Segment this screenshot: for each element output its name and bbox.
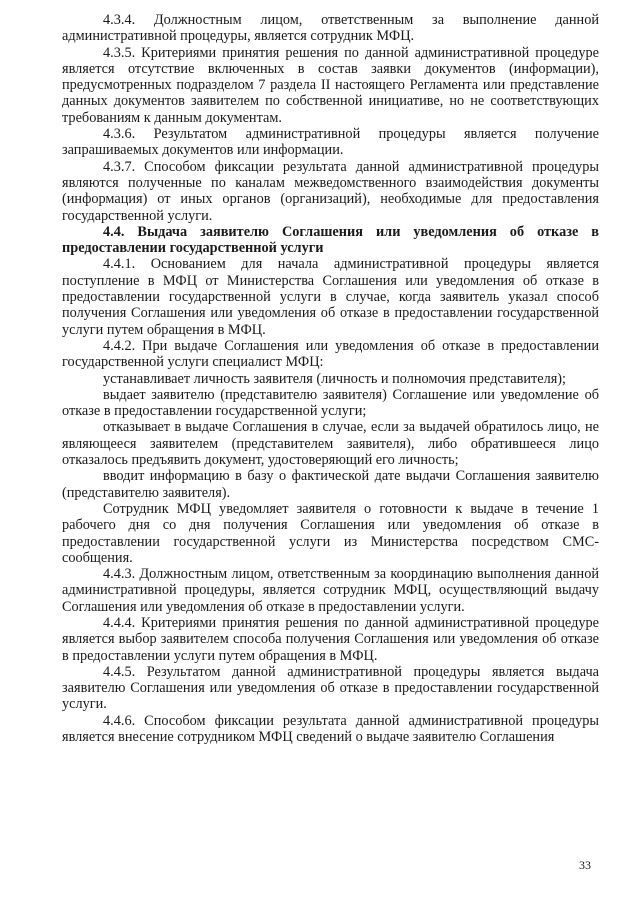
section-heading-4-4: 4.4. Выдача заявителю Соглашения или уведомления об отказе в предоставлении государственной услуги	[62, 223, 599, 257]
paragraph-4-3-5: 4.3.5. Критериями принятия решения по данной административной процедуре является отсутствие включенных в состав заявки документов (информации), предусмотренных подразделом 7 раздела II настоящего Регламента или представление данных документов заявителем по собственной инициативе, но не соответствующих требованиям к данным документам.	[62, 44, 599, 126]
paragraph-4-4-2: 4.4.2. При выдаче Соглашения или уведомления об отказе в предоставлении государственной услуги специалист МФЦ:	[62, 337, 599, 371]
paragraph-4-3-7: 4.3.7. Способом фиксации результата данной административной процедуры являются полученные по каналам межведомственного взаимодействия документы (информация) от иных органов (организаций), необходимые для предоставления государственной услуги.	[62, 158, 599, 224]
document-page	[62, 12, 599, 745]
paragraph-4-4-1: 4.4.1. Основанием для начала административной процедуры является поступление в МФЦ от Министерства Соглашения или уведомления об отказе в предоставлении государственной услуги в случае, когда заявитель указал способ получения Соглашения или уведомления об отказе в предоставлении государственной услуги путем обращения в МФЦ.	[62, 256, 599, 338]
paragraph-4-4-5: 4.4.5. Результатом данной административной процедуры является выдача заявителю Соглашения или уведомления об отказе в предоставлении государственной услуги.	[62, 663, 599, 713]
list-item-identify: устанавливает личность заявителя (личность и полномочия представителя);	[103, 370, 567, 387]
list-item-refuse: отказывает в выдаче Соглашения в случае, если за выдачей обратилось лицо, не являющееся заявителем (представителем заявителя), либо обратившееся лицо отказалось предъявить документ, удостоверяющий его личность;	[62, 419, 599, 469]
list-item-enter-info: вводит информацию в базу о фактической дате выдачи Соглашения заявителю (представителю заявителя).	[62, 468, 599, 501]
paragraph-4-4-3: 4.4.3. Должностным лицом, ответственным за координацию выполнения данной административной процедуры, является сотрудник МФЦ, осуществляющий выдачу Соглашения или уведомления об отказе в предоставлении услуги.	[62, 566, 599, 615]
paragraph-4-3-6: 4.3.6. Результатом административной процедуры является получение запрашиваемых документов или информации.	[62, 126, 599, 159]
paragraph-4-4-4: 4.4.4. Критериями принятия решения по данной административной процедуре является выбор заявителем способа получения Соглашения или уведомления об отказе в предоставлении услуги путем обращения в МФЦ.	[62, 614, 599, 664]
paragraph-notify: Сотрудник МФЦ уведомляет заявителя о готовности к выдаче в течение 1 рабочего дня со дня получения Соглашения или уведомления об отказе в предоставлении государственной услуги из Министерства посредством СМС-сообщения.	[62, 500, 599, 566]
page-number: 33	[579, 858, 591, 872]
paragraph-4-4-6: 4.4.6. Способом фиксации результата данной административной процедуры является внесение сотрудником МФЦ сведений о выдаче заявителю Соглашения	[62, 712, 599, 746]
list-item-issue: выдает заявителю (представителю заявителя) Соглашение или уведомление об отказе в предоставлении государственной услуги;	[62, 386, 599, 420]
paragraph-4-3-4: 4.3.4. Должностным лицом, ответственным за выполнение данной административной процедуры, является сотрудник МФЦ.	[62, 12, 599, 45]
